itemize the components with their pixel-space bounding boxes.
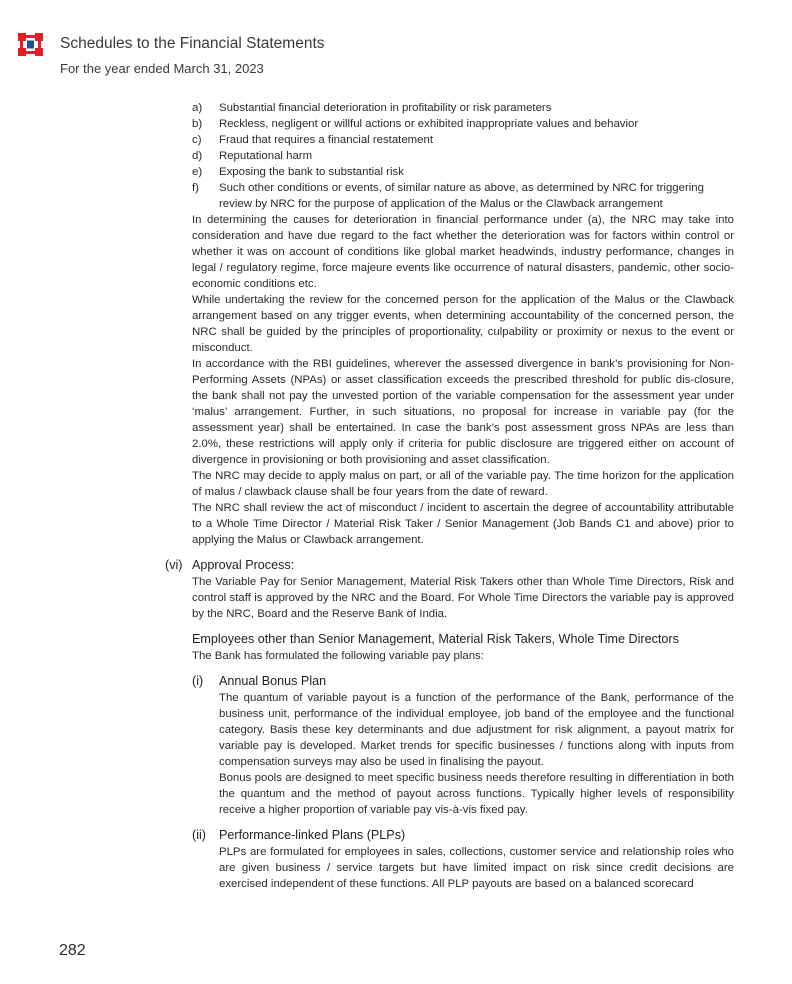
plan-heading-annual-bonus (192, 672, 734, 690)
plan-paragraph: PLPs are formulated for employees in sales, collections, customer service and relationship roles who are given business / service targets but have limited impact on risk since credit decisions are exercised independent of these functions. All PLP payouts are based on a balanced scorecard (219, 846, 734, 890)
list-text: Substantial financial deterioration in profitability or risk parameters (219, 102, 552, 114)
plan-paragraph: The quantum of variable payout is a function of the performance of the Bank, performance of the business unit, performance of the individual employee, job band of the employee and the functional category. Basis these key determinants and due adjustment for risk alignment, a payout matrix for variable pay is developed. Market trends for specific businesses / functions along with inputs from compensation surveys may also be used in finalising the payout. (219, 692, 734, 768)
list-marker: c) (192, 134, 202, 146)
paragraph-deterioration: In determining the causes for deterioration in financial performance under (a), the NRC may take into consideration and have due regard to the fact whether the deterioration was for factors within control or whether it was on account of conditions like global market headwinds, industry performance, changes in legal / regulatory regime, force majeure events like occurrence of natural disasters, pandemic, other socio-economic conditions etc. (192, 214, 734, 290)
list-text: Reputational harm (219, 150, 313, 162)
paragraph-rbi-guidelines: In accordance with the RBI guidelines, wherever the assessed divergence in bank’s provisioning for Non-Performing Assets (NPAs) or asset classification exceeds the prescribed threshold for public dis-closure, the bank shall not pay the unvested portion of the variable compensation for the assessment year under ‘malus’ arrangement. Further, in such situations, no proposal for increase in variable pay (for the assessment year) shall be entertained. In case the bank’s post assessment gross NPAs are less than 2.0%, these restrictions will apply only if criteria for public disclosure are triggered either on account of divergence in provisioning or both provisioning and asset classification. (192, 358, 734, 466)
paragraph-malus-horizon: The NRC may decide to apply malus on part, or all of the variable pay. The time horizon for the application of malus / clawback clause shall be four years from the date of reward. (192, 470, 734, 498)
section-title: Approval Process: (192, 558, 295, 572)
list-item (192, 132, 734, 148)
plan-body-plp (219, 844, 734, 892)
list-item (192, 148, 734, 164)
employees-intro: The Bank has formulated the following variable pay plans: (192, 650, 484, 662)
document-title: Schedules to the Financial Statements (60, 35, 325, 52)
list-text: Such other conditions or events, of similar nature as above, as determined by NRC for triggering review by NRC for the purpose of application of the Malus or the Clawback arrangement (219, 182, 704, 210)
plan-title: Performance-linked Plans (PLPs) (219, 828, 406, 842)
plan-paragraph: Bonus pools are designed to meet specific business needs therefore resulting in differentiation in both the quantum and the method of payout across functions. Typically higher levels of responsibility receive a higher proportion of variable pay vis-à-vis fixed pay. (219, 772, 734, 816)
logo-frame-top (20, 35, 41, 38)
paragraph-review: While undertaking the review for the concerned person for the application of the Malus or the Clawback arrangement based on any trigger events, when determining accountability of the concerned person, the NRC shall be guided by the principles of proportionality, culpability or proximity or nexus to the event or misconduct. (192, 294, 734, 354)
section-number: (vi) (165, 558, 183, 572)
list-item (192, 116, 734, 132)
list-text: Reckless, negligent or willful actions or exhibited inappropriate values and behavior (219, 118, 639, 130)
plan-number: (i) (192, 674, 204, 688)
list-marker: b) (192, 118, 203, 130)
list-marker: d) (192, 150, 203, 162)
paragraph-misconduct-review: The NRC shall review the act of misconduct / incident to ascertain the degree of accountability attributable to a Whole Time Director / Material Risk Taker / Senior Management (Job Bands C1 and above) prior to applying the Malus or Clawback arrangement. (192, 502, 734, 546)
section-heading-approval (165, 556, 734, 574)
list-item (192, 100, 734, 116)
list-text: Exposing the bank to substantial risk (219, 166, 404, 178)
document-subtitle: For the year ended March 31, 2023 (60, 61, 264, 76)
plan-heading-plp (192, 826, 734, 844)
list-item (192, 164, 734, 180)
plan-body-annual-bonus (219, 690, 734, 818)
plan-title: Annual Bonus Plan (219, 674, 327, 688)
list-item (192, 180, 734, 212)
list-marker: e) (192, 166, 203, 178)
bank-logo-icon (18, 33, 43, 56)
paragraph-approval: The Variable Pay for Senior Management, Material Risk Takers other than Whole Time Directors, Risk and control staff is approved by the NRC and the Board. For Whole Time Directors the variable pay is approved by the NRC, Board and the Reserve Bank of India. (192, 576, 734, 620)
trigger-criteria-list (192, 100, 734, 212)
list-marker: f) (192, 182, 199, 194)
plan-number: (ii) (192, 828, 206, 842)
content-area (165, 100, 734, 892)
page-number: 282 (59, 942, 86, 959)
logo-center (27, 41, 34, 49)
logo-frame-bottom (20, 51, 41, 54)
list-text: Fraud that requires a financial restatement (219, 134, 434, 146)
list-marker: a) (192, 102, 203, 114)
employees-heading: Employees other than Senior Management, Material Risk Takers, Whole Time Directors (192, 632, 679, 646)
